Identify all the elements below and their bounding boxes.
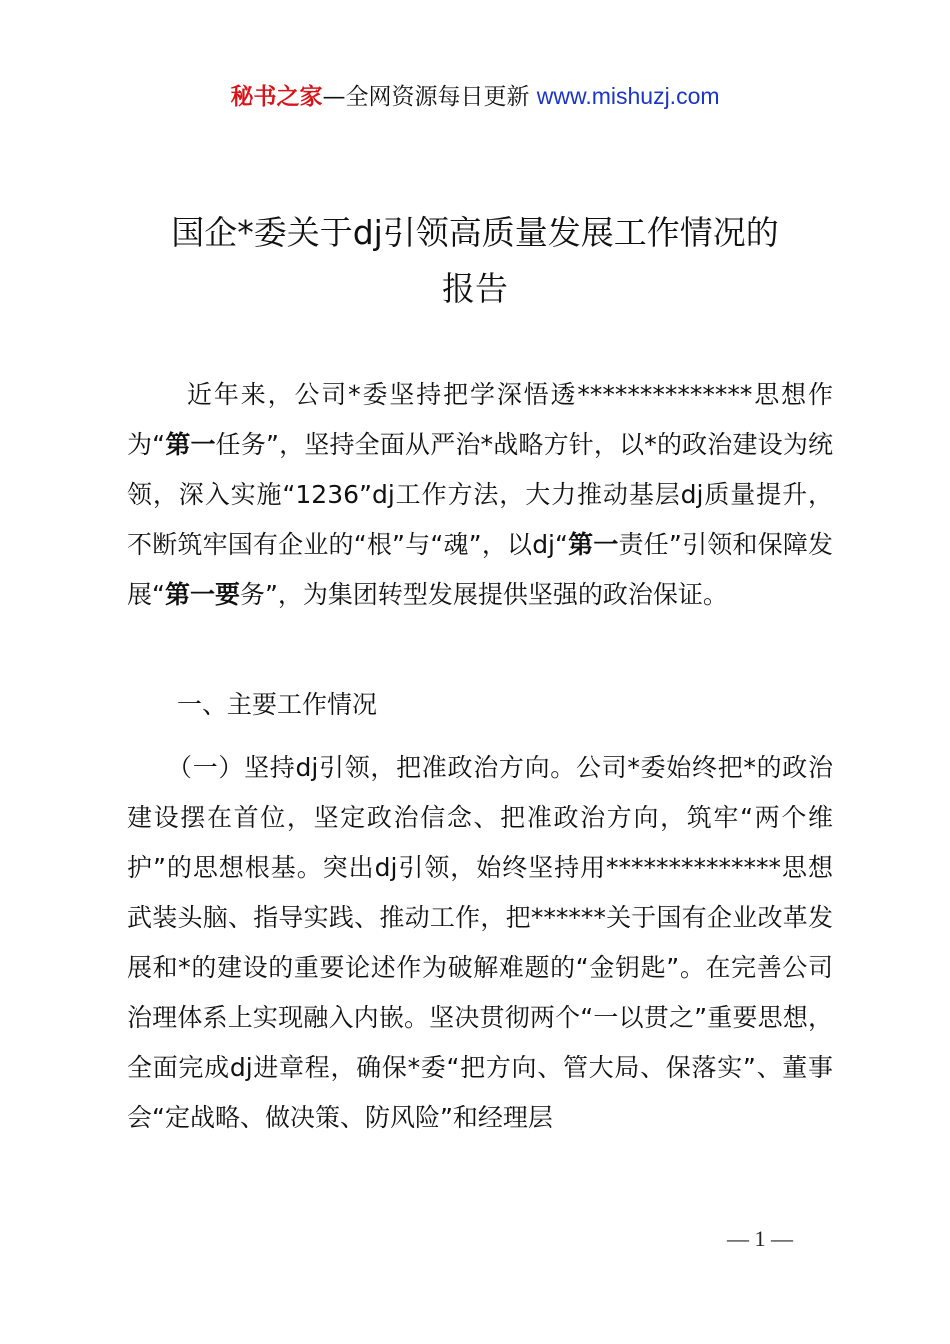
site-url-link[interactable]: www.mishuzj.com <box>536 83 720 109</box>
intro-text-1: 近年来，公司*委坚持把学深悟透**************思想作为“ <box>127 380 833 459</box>
intro-bold-2: 第一 <box>567 530 619 559</box>
site-header <box>0 80 950 113</box>
intro-text-4: 务”，为集团转型发展提供坚强的政治保证。 <box>239 580 728 609</box>
site-brand: 秘书之家 <box>230 84 323 110</box>
intro-text-3: 责任”引领和保障发展“ <box>127 530 834 609</box>
section-heading: 一、主要工作情况 <box>177 690 378 719</box>
intro-bold-1: 第一 <box>165 430 216 459</box>
intro-paragraph <box>127 370 833 620</box>
body-paragraph: （一）坚持dj引领，把准政治方向。公司*委始终把*的政治建设摆在首位，坚定政治信念、把准政治方向，筑牢“两个维护”的思想根基。突出dj引领，始终坚持用**************思想武装头脑、指导实践、推动工作，把******关于国有企业改革发展和*的建设的重要论述作为破解难题的“金钥匙”。在完善公司治理体系上实现融入内嵌。坚决贯彻两个“一以贯之”重要思想，全面完成dj进章程，确保*委“把方向、管大局、保落实”、董事会“定战略、做决策、防风险”和经理层 <box>127 753 833 1132</box>
site-tagline: —全网资源每日更新 <box>322 84 530 110</box>
intro-text-2: 任务”，坚持全面从严治*战略方针，以*的政治建设为统领，深入实施“1236”dj工作方法，大力推动基层dj质量提升，不断筑牢国有企业的“根”与“魂”，以dj“ <box>127 430 833 559</box>
document-title <box>100 205 850 317</box>
title-line-1: 国企*委关于dj引领高质量发展工作情况的 <box>171 213 779 253</box>
page-number: — 1 — <box>727 1226 793 1251</box>
title-line-2: 报告 <box>442 269 508 309</box>
intro-bold-3: 第一要 <box>164 580 240 609</box>
